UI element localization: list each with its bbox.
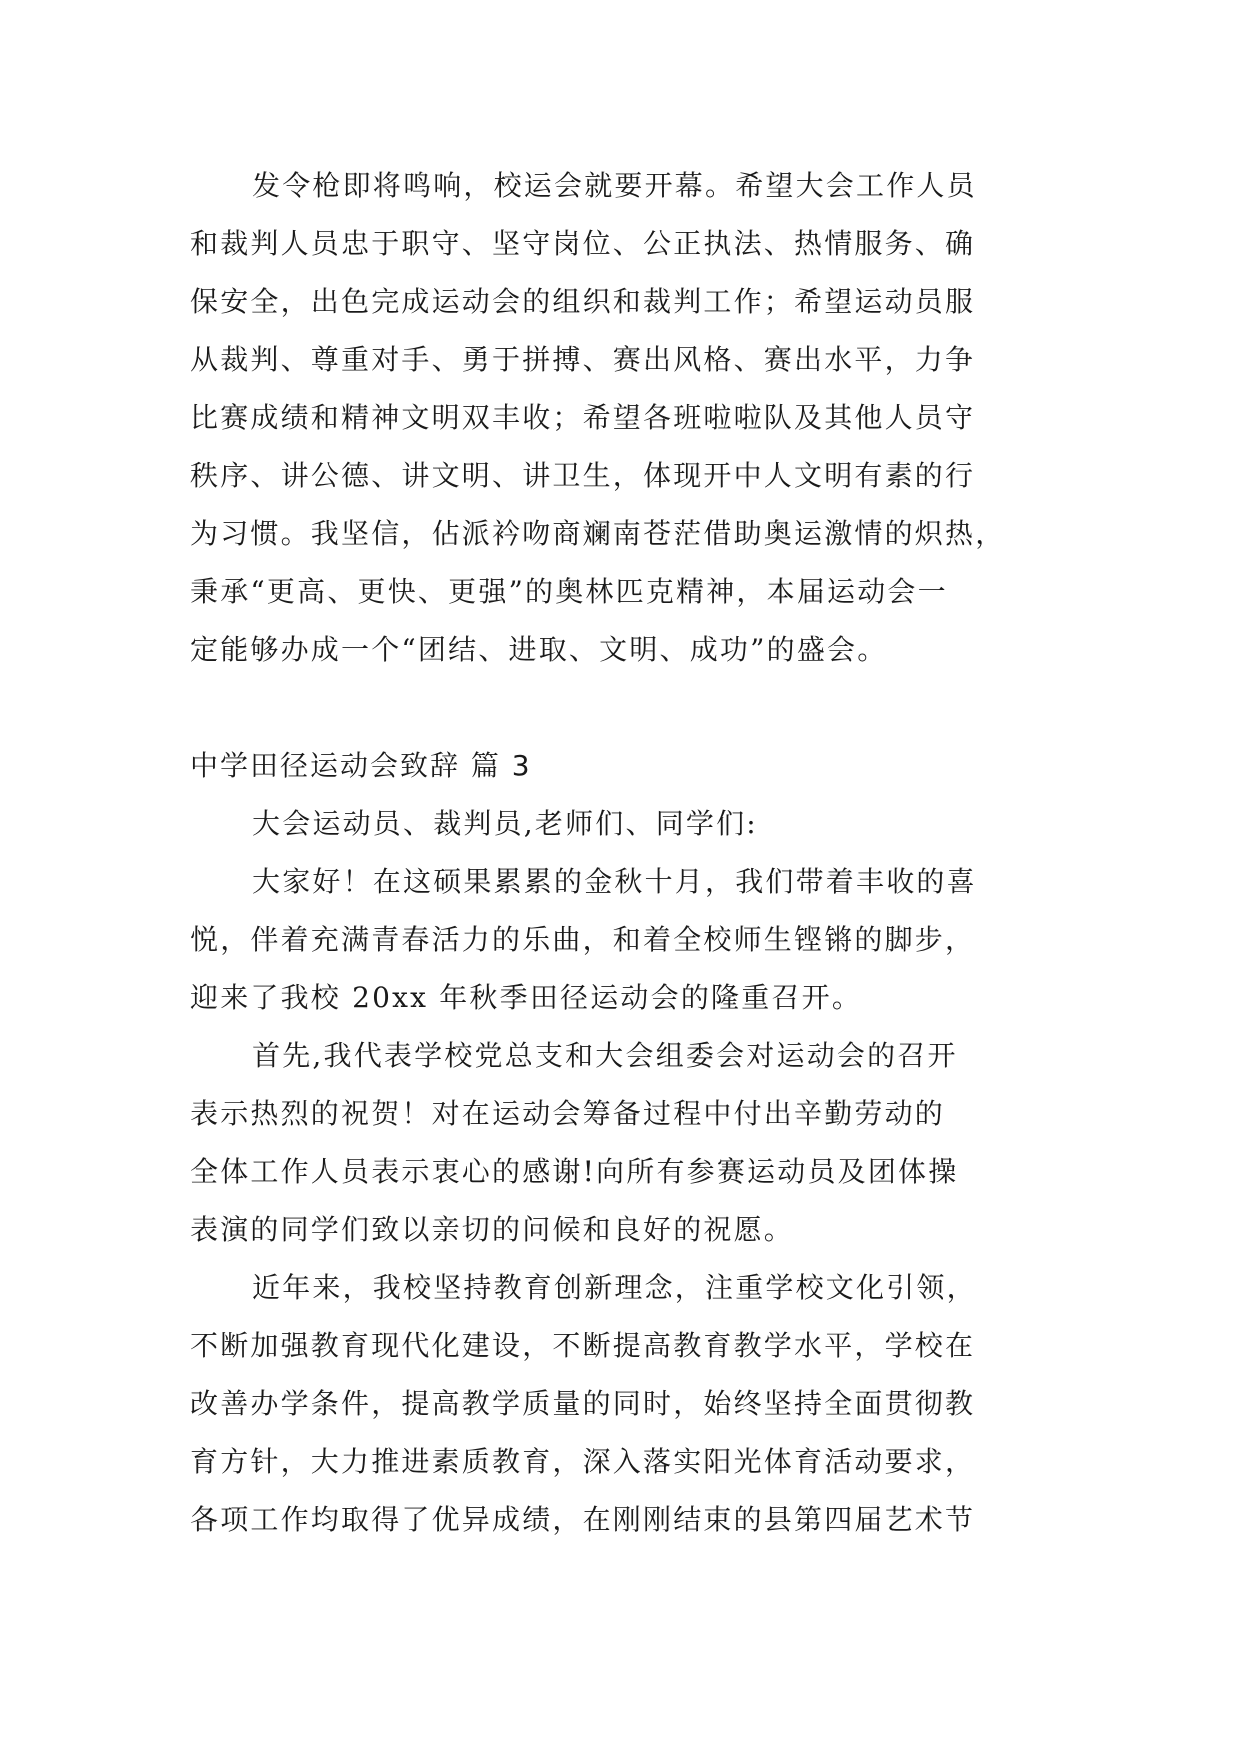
body-text-line: 秩序、讲公德、讲文明、讲卫生，体现开中人文明有素的行 — [190, 459, 976, 492]
body-text-line: 育方针，大力推进素质教育，深入落实阳光体育活动要求， — [190, 1445, 976, 1478]
body-text-line: 从裁判、尊重对手、勇于拼搏、赛出风格、赛出水平，力争 — [190, 343, 976, 376]
body-text-line: 首先,我代表学校党总支和大会组委会对运动会的召开 — [252, 1039, 958, 1072]
salutation: 大会运动员、裁判员,老师们、同学们: — [252, 807, 758, 840]
body-text-line: 各项工作均取得了优异成绩，在刚刚结束的县第四届艺术节 — [190, 1503, 976, 1536]
body-text-line: 迎来了我校 20xx 年秋季田径运动会的隆重召开。 — [190, 981, 863, 1014]
body-text-line: 改善办学条件，提高教学质量的同时，始终坚持全面贯彻教 — [190, 1387, 976, 1420]
body-text-line: 秉承“更高、更快、更强”的奥林匹克精神，本届运动会一 — [190, 575, 948, 608]
body-text-line: 表演的同学们致以亲切的问候和良好的祝愿。 — [190, 1213, 795, 1246]
body-text-line: 悦，伴着充满青春活力的乐曲，和着全校师生铿锵的脚步， — [190, 923, 976, 956]
body-text-line: 全体工作人员表示衷心的感谢!向所有参赛运动员及团体操 — [190, 1155, 959, 1188]
section-title: 中学田径运动会致辞 篇 3 — [190, 749, 532, 782]
body-text-line: 定能够办成一个“团结、进取、文明、成功”的盛会。 — [190, 633, 888, 666]
body-text-line: 和裁判人员忠于职守、坚守岗位、公正执法、热情服务、确 — [190, 227, 976, 260]
body-text-line: 表示热烈的祝贺！对在运动会筹备过程中付出辛勤劳动的 — [190, 1097, 946, 1130]
body-text-line: 比赛成绩和精神文明双丰收；希望各班啦啦队及其他人员守 — [190, 401, 976, 434]
body-text-line: 不断加强教育现代化建设，不断提高教育教学水平，学校在 — [190, 1329, 976, 1362]
body-text-line: 大家好！在这硕果累累的金秋十月，我们带着丰收的喜 — [252, 865, 977, 898]
body-text-line: 为习惯。我坚信，佔派衿吻商斓南苍茫借助奥运激情的炽热， — [190, 517, 1006, 550]
body-text-line: 保安全，出色完成运动会的组织和裁判工作；希望运动员服 — [190, 285, 976, 318]
body-text-line: 近年来，我校坚持教育创新理念，注重学校文化引领， — [252, 1271, 977, 1304]
body-text-line: 发令枪即将鸣响，校运会就要开幕。希望大会工作人员 — [252, 169, 977, 202]
